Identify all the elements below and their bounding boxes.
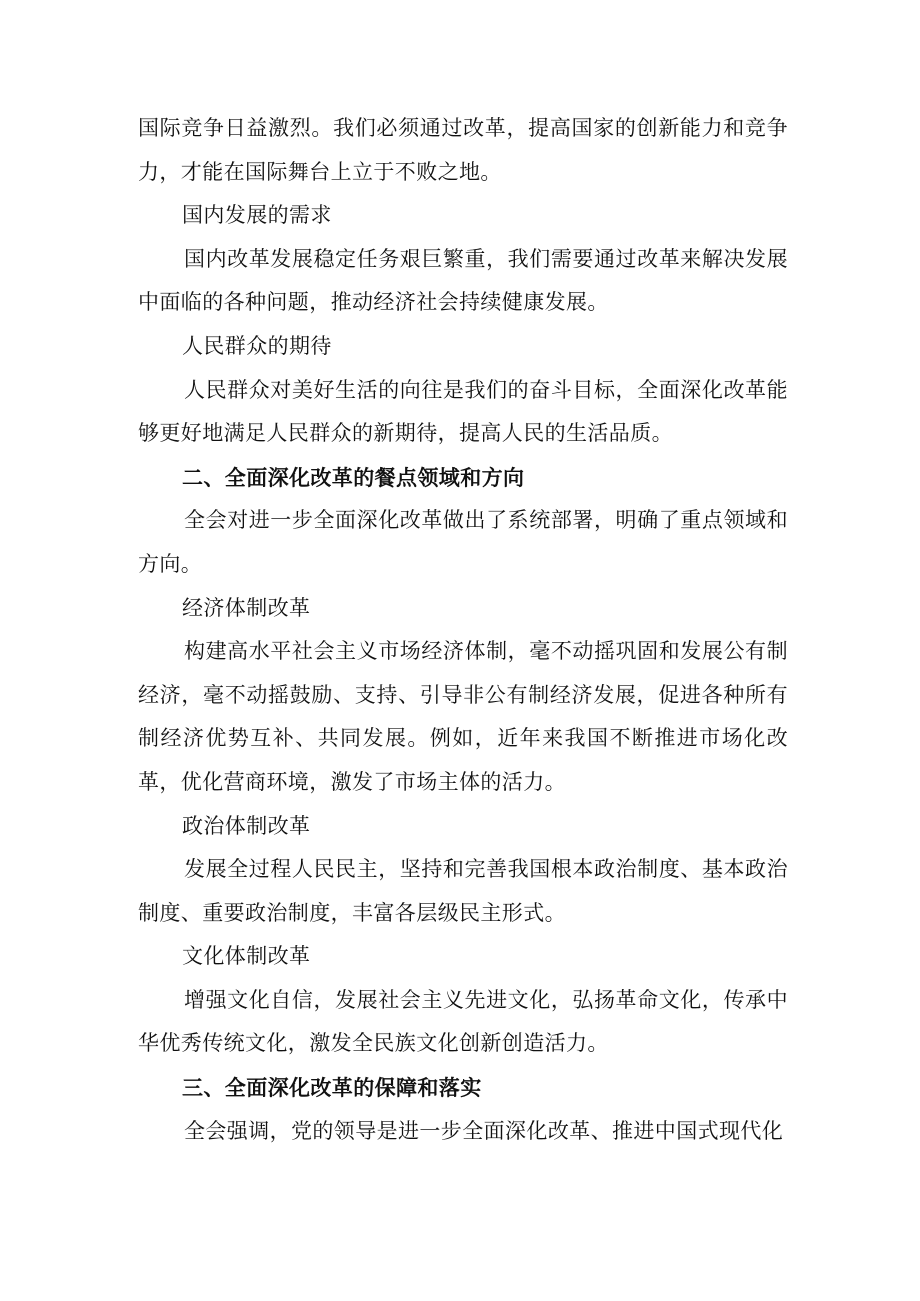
- paragraph-intl-competition: 国际竞争日益激烈。我们必须通过改革，提高国家的创新能力和竞争力，才能在国际舞台上立于不败之地。: [138, 116, 788, 184]
- paragraph-party-leadership: 全会强调，党的领导是进一步全面深化改革、推进中国式现代化: [184, 1118, 784, 1143]
- subheading-economic-reform: 经济体制改革: [182, 595, 311, 620]
- paragraph-economic-reform: 构建高水平社会主义市场经济体制，毫不动摇巩固和发展公有制经济，毫不动摇鼓励、支持、引导非公有制经济发展，促进各种所有制经济优势互补、共同发展。例如，近年来我国不断推进市场化改革，优化营商环境，激发了市场主体的活力。: [138, 639, 788, 794]
- paragraph-people-expectations: 人民群众对美好生活的向往是我们的奋斗目标，全面深化改革能够更好地满足人民群众的新期待，提高人民的生活品质。: [138, 377, 788, 446]
- paragraph-political-reform: 发展全过程人民民主，坚持和完善我国根本政治制度、基本政治制度、重要政治制度，丰富各层级民主形式。: [138, 857, 788, 925]
- paragraph-plenary-deployment: 全会对进一步全面深化改革做出了系统部署，明确了重点领域和方向。: [138, 508, 788, 576]
- subheading-domestic-needs: 国内发展的需求: [182, 203, 332, 228]
- section-heading-2: 二、全面深化改革的餐点领域和方向: [182, 464, 525, 490]
- document-body: [138, 107, 788, 1153]
- section-heading-3: 三、全面深化改革的保障和落实: [182, 1075, 482, 1101]
- subheading-cultural-reform: 文化体制改革: [182, 944, 311, 969]
- paragraph-cultural-reform: 增强文化自信，发展社会主义先进文化，弘扬革命文化，传承中华优秀传统文化，激发全民族文化创新创造活力。: [138, 987, 788, 1056]
- paragraph-domestic-needs: 国内改革发展稳定任务艰巨繁重，我们需要通过改革来解决发展中面临的各种问题，推动经济社会持续健康发展。: [138, 246, 788, 315]
- subheading-political-reform: 政治体制改革: [182, 813, 311, 838]
- subheading-people-expectations: 人民群众的期待: [182, 333, 332, 358]
